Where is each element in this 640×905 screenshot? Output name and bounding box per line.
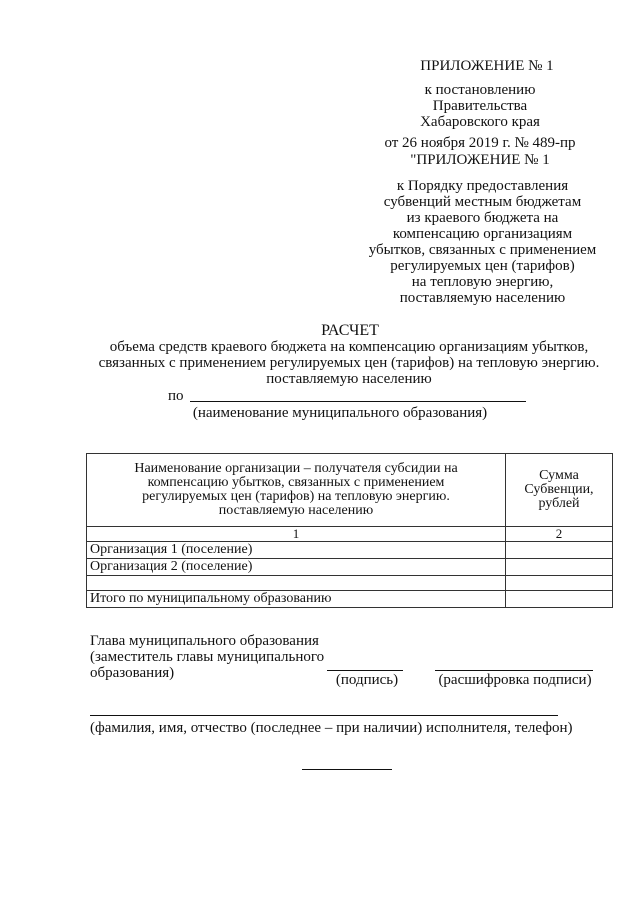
- signature-decode-label: (расшифровка подписи): [438, 672, 592, 688]
- subvention-table: [86, 453, 613, 608]
- signature-label: (подпись): [335, 672, 399, 688]
- appendix-2-line: компенсацию организациям: [392, 226, 573, 242]
- po-label: по: [168, 388, 184, 404]
- calculation-subtitle: [74, 339, 624, 387]
- column-number: 1: [87, 527, 506, 542]
- appendix-2-line: к Порядку предоставления: [396, 178, 569, 194]
- appendix-2-line: на тепловую энергию,: [411, 274, 554, 290]
- appendix-2-line: убытков, связанных с применением: [368, 242, 597, 258]
- header-line: регулируемых цен (тарифов) на тепловую энергию.: [142, 489, 450, 504]
- organization-cell: Организация 1 (поселение): [87, 542, 506, 559]
- calculation-title: РАСЧЕТ: [321, 322, 379, 339]
- header-line: Наименование организации – получателя субсидии на: [134, 461, 458, 476]
- total-label-cell: Итого по муниципальному образованию: [87, 591, 506, 608]
- header-line: Сумма: [539, 468, 579, 483]
- appendix-1-line: Хабаровского края: [420, 114, 540, 130]
- header-organization: [87, 454, 506, 527]
- appendix-2-title: "ПРИЛОЖЕНИЕ № 1: [410, 152, 550, 168]
- appendix-2-line: субвенций местным бюджетам: [383, 194, 582, 210]
- header-line: компенсацию убытков, связанных с применением: [147, 475, 445, 490]
- header-line: поставляемую населению: [218, 503, 374, 518]
- municipality-underline: [190, 401, 526, 402]
- organization-cell: Организация 2 (поселение): [87, 559, 506, 576]
- end-line: [302, 769, 392, 770]
- signature-underline: [327, 670, 403, 671]
- amount-cell: [506, 576, 613, 591]
- appendix-1-reference: [380, 82, 580, 151]
- header-line: рублей: [538, 496, 580, 511]
- column-number: 2: [506, 527, 613, 542]
- signature-decode-underline: [435, 670, 593, 671]
- appendix-1-line: Правительства: [432, 98, 528, 114]
- signatory-line: Глава муниципального образования: [90, 633, 319, 649]
- table-row: [87, 576, 613, 591]
- total-amount-cell: [506, 591, 613, 608]
- municipality-field: [168, 388, 528, 404]
- signatory-line: (заместитель главы муниципального: [90, 649, 325, 665]
- appendix-2-line: из краевого бюджета на: [406, 210, 559, 226]
- appendix-1-title: ПРИЛОЖЕНИЕ № 1: [420, 58, 554, 74]
- table-row: [87, 542, 613, 559]
- signatory-line: образования): [90, 665, 175, 681]
- table-row-total: [87, 591, 613, 608]
- executor-underline: [90, 715, 558, 716]
- appendix-1-date-line: от 26 ноября 2019 г. № 489-пр: [384, 135, 576, 151]
- table-row: [87, 559, 613, 576]
- municipality-caption: (наименование муниципального образования): [192, 405, 488, 421]
- amount-cell: [506, 542, 613, 559]
- subtitle-line: связанных с применением регулируемых цен (тарифов) на тепловую энергию.: [98, 355, 600, 371]
- appendix-2-line: регулируемых цен (тарифов): [390, 258, 575, 274]
- organization-cell: [87, 576, 506, 591]
- appendix-2-line: поставляемую населению: [399, 290, 566, 306]
- subtitle-line: поставляемую населению: [266, 371, 432, 387]
- appendix-2-reference: [360, 178, 605, 306]
- amount-cell: [506, 559, 613, 576]
- executor-caption: (фамилия, имя, отчество (последнее – при наличии) исполнителя, телефон): [90, 720, 573, 736]
- appendix-1-line: к постановлению: [424, 82, 536, 98]
- subtitle-line: объема средств краевого бюджета на компенсацию организациям убытков,: [109, 339, 589, 355]
- header-amount: [506, 454, 613, 527]
- header-line: Субвенции,: [524, 482, 594, 497]
